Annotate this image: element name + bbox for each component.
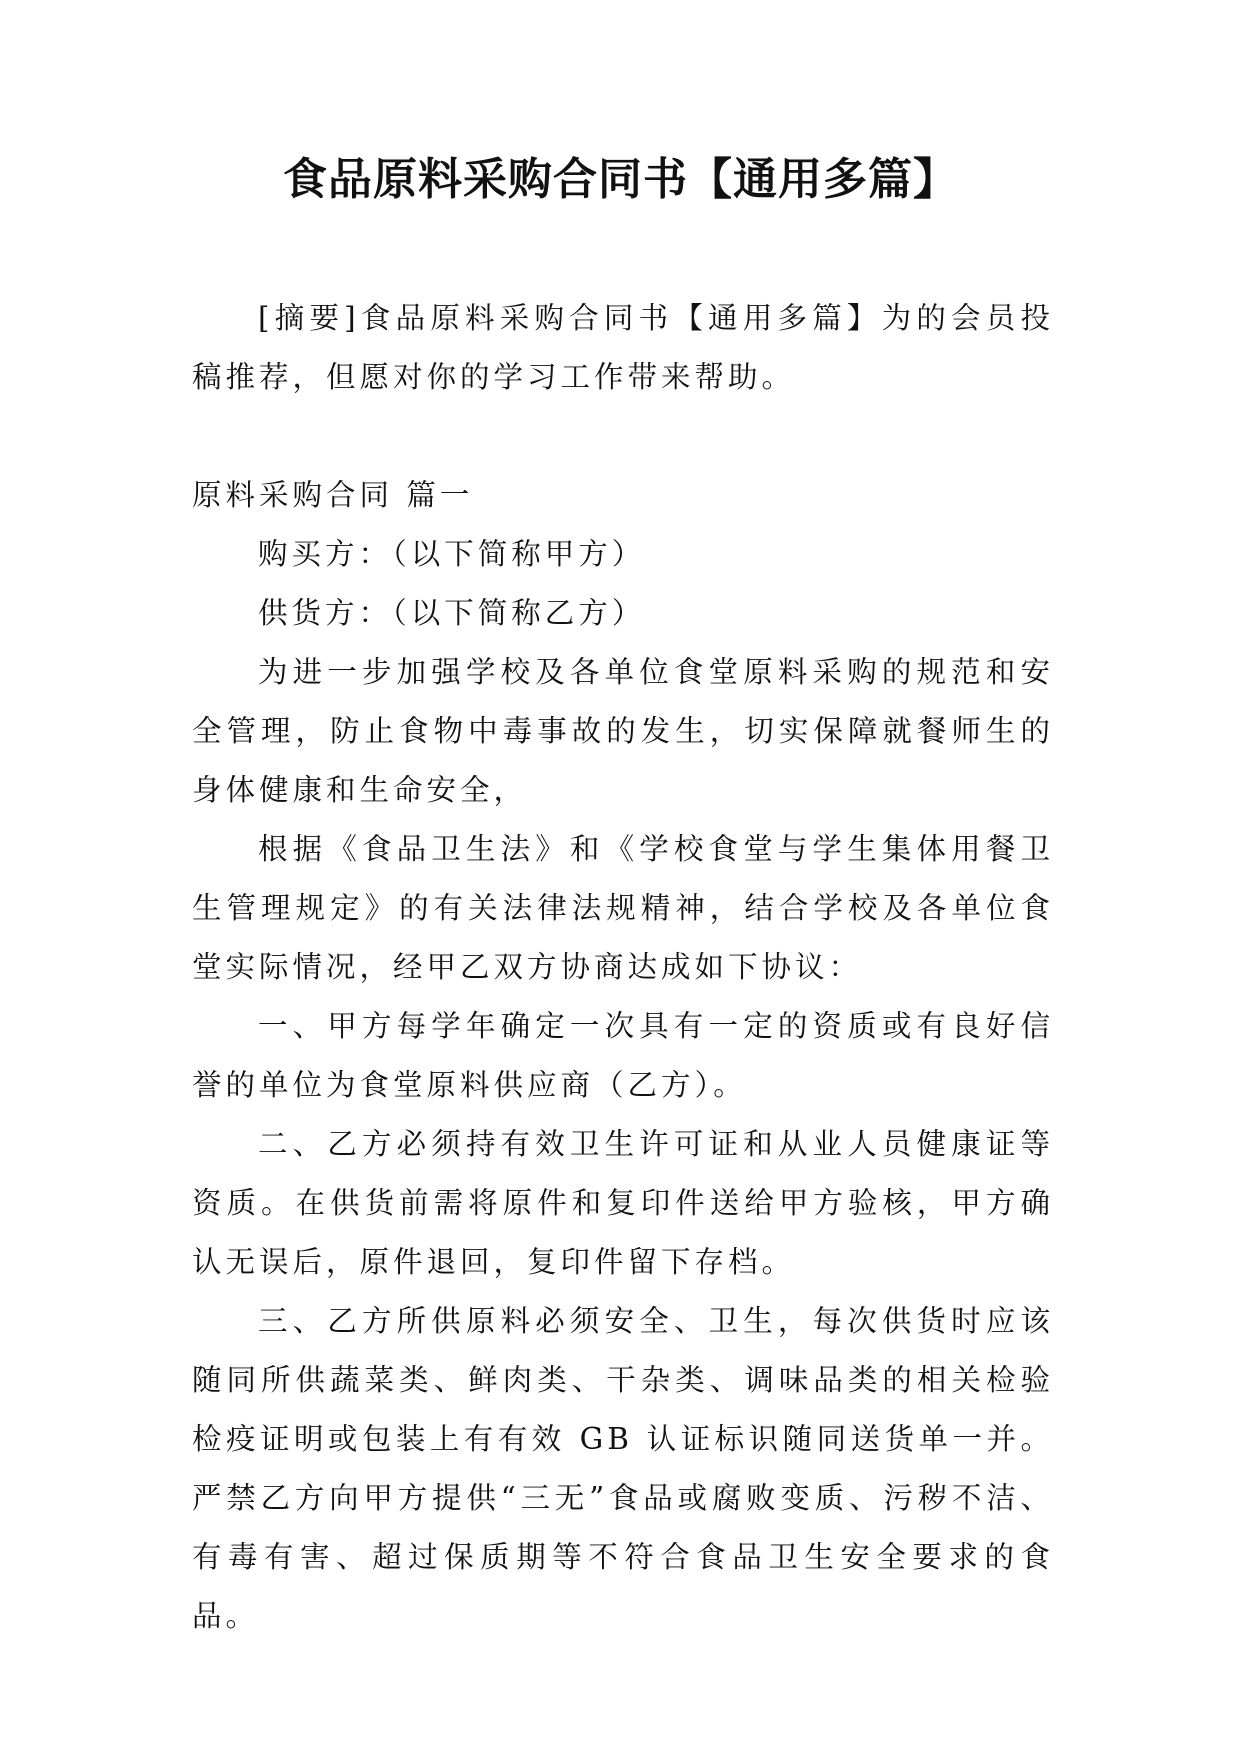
paragraph-spacer	[192, 407, 1054, 466]
clause-3-paragraph: 三、乙方所供原料必须安全、卫生，每次供货时应该随同所供蔬菜类、鲜肉类、干杂类、调味品类的相关检验检疫证明或包装上有有效 GB 认证标识随同送货单一并。严禁乙方向甲方提供“三无”食品或腐败变质、污秽不洁、有毒有害、超过保质期等不符合食品卫生安全要求的食品。	[192, 1304, 1054, 1633]
abstract-paragraph: [摘要]食品原料采购合同书【通用多篇】为的会员投稿推荐，但愿对你的学习工作带来帮助。	[192, 301, 1054, 394]
document-body	[192, 289, 1054, 1646]
document-title: 食品原料采购合同书【通用多篇】	[283, 154, 958, 205]
clause-1-paragraph: 一、甲方每学年确定一次具有一定的资质或有良好信誉的单位为食堂原料供应商（乙方）。	[192, 1009, 1054, 1102]
section-heading: 原料采购合同 篇一	[192, 478, 474, 512]
basis-paragraph: 根据《食品卫生法》和《学校食堂与学生集体用餐卫生管理规定》的有关法律法规精神，结合学校及各单位食堂实际情况，经甲乙双方协商达成如下协议：	[192, 832, 1054, 984]
supplier-line: 供货方：（以下简称乙方）	[258, 596, 646, 630]
buyer-line: 购买方：（以下简称甲方）	[258, 537, 646, 571]
clause-2-paragraph: 二、乙方必须持有效卫生许可证和从业人员健康证等资质。在供货前需将原件和复印件送给甲方验核，甲方确认无误后，原件退回，复印件留下存档。	[192, 1127, 1054, 1279]
purpose-paragraph: 为进一步加强学校及各单位食堂原料采购的规范和安全管理，防止食物中毒事故的发生，切实保障就餐师生的身体健康和生命安全，	[192, 655, 1054, 807]
